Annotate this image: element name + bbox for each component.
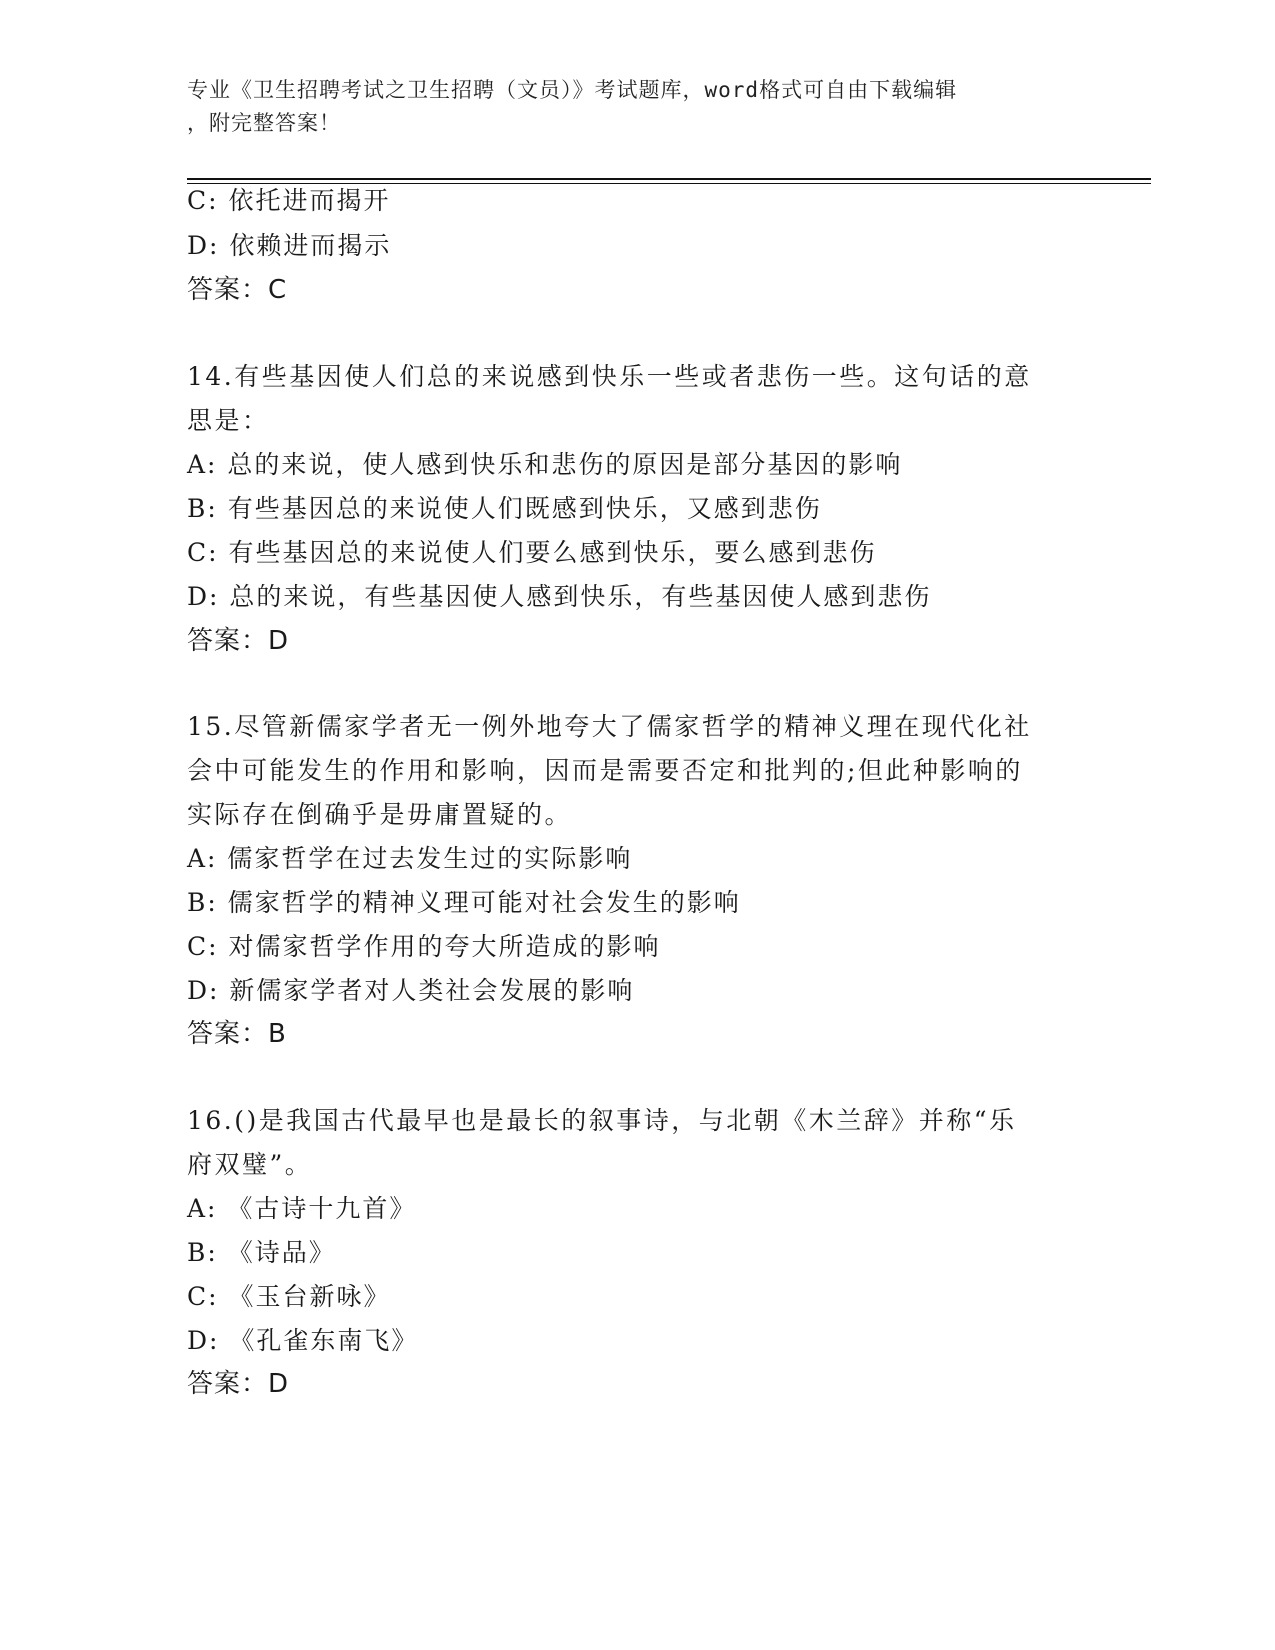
q15-option-a: A: 儒家哲学在过去发生过的实际影响 [187, 844, 633, 873]
q14-answer: 答案：D [187, 626, 290, 656]
q15-option-c: C: 对儒家哲学作用的夸大所造成的影响 [187, 932, 661, 961]
q16-option-a: A: 《古诗十九首》 [187, 1194, 417, 1223]
q13-option-d: D: 依赖进而揭示 [187, 231, 392, 260]
q15-answer: 答案：B [187, 1019, 287, 1049]
q14-option-b: B: 有些基因总的来说使人们既感到快乐，又感到悲伤 [187, 494, 822, 523]
q14-stem-line-2: 思是： [187, 406, 270, 435]
q16-option-b: B: 《诗品》 [187, 1238, 336, 1267]
q13-answer: 答案：C [187, 275, 288, 305]
q15-stem-line-1: 15.尽管新儒家学者无一例外地夸大了儒家哲学的精神义理在现代化社 [187, 712, 1032, 741]
q16-stem-line-2: 府双璧”。 [187, 1150, 313, 1179]
q16-option-c: C: 《玉台新咏》 [187, 1282, 391, 1311]
page-header [187, 74, 1067, 140]
q15-stem-line-2: 会中可能发生的作用和影响，因而是需要否定和批判的;但此种影响的 [187, 756, 1023, 785]
q16-option-d: D: 《孔雀东南飞》 [187, 1326, 419, 1355]
q15-option-d: D: 新儒家学者对人类社会发展的影响 [187, 976, 635, 1005]
q14-option-c: C: 有些基因总的来说使人们要么感到快乐，要么感到悲伤 [187, 538, 877, 567]
header-line-2: ，附完整答案！ [187, 111, 341, 135]
q15-option-b: B: 儒家哲学的精神义理可能对社会发生的影响 [187, 888, 741, 917]
q16-stem-line-1: 16.()是我国古代最早也是最长的叙事诗，与北朝《木兰辞》并称“乐 [187, 1106, 1017, 1135]
q16-answer: 答案：D [187, 1369, 290, 1399]
q14-option-a: A: 总的来说，使人感到快乐和悲伤的原因是部分基因的影响 [187, 450, 903, 479]
header-line-1: 专业《卫生招聘考试之卫生招聘（文员）》考试题库，word格式可自由下载编辑 [187, 78, 958, 102]
header-divider [187, 178, 1151, 180]
header-divider-thin [187, 183, 1151, 184]
q15-stem-line-3: 实际存在倒确乎是毋庸置疑的。 [187, 800, 573, 829]
q13-option-c: C: 依托进而揭开 [187, 186, 391, 215]
q14-option-d: D: 总的来说，有些基因使人感到快乐，有些基因使人感到悲伤 [187, 582, 932, 611]
q14-stem-line-1: 14.有些基因使人们总的来说感到快乐一些或者悲伤一些。这句话的意 [187, 362, 1032, 391]
